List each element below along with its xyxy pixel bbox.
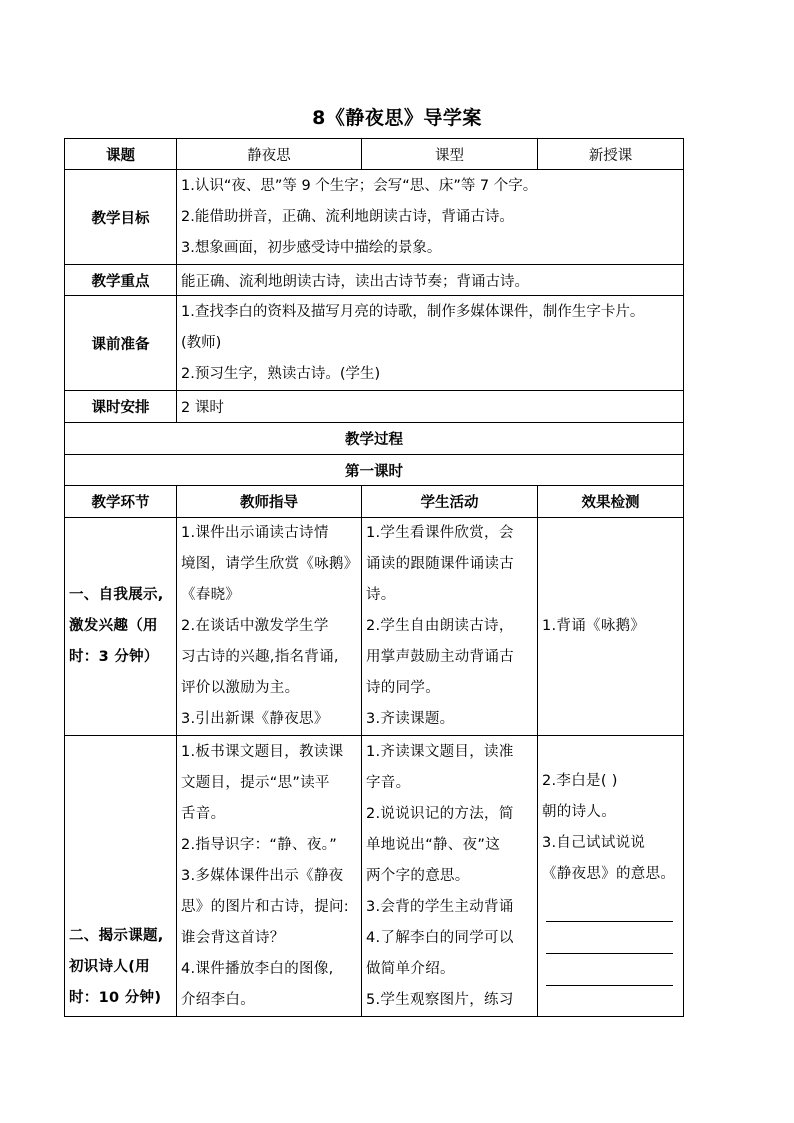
stage-line: 时：10 分钟) bbox=[69, 990, 162, 1006]
student-line: 用掌声鼓励主动背诵古 bbox=[366, 649, 514, 665]
teacher-line: 3.引出新课《静夜思》 bbox=[181, 711, 329, 727]
stage-line: 一、自我展示, bbox=[69, 587, 164, 603]
student-line: 1.齐读课文题目，读准 bbox=[366, 743, 514, 760]
page-title: 8《静夜思》导学案 bbox=[312, 107, 482, 129]
goal-item: 3.想象画面，初步感受诗中描绘的景象。 bbox=[181, 239, 442, 256]
process-title: 教学过程 bbox=[65, 423, 684, 455]
stage-line: 二、揭示课题, bbox=[69, 928, 164, 944]
key-points-row bbox=[65, 265, 684, 296]
teacher-line: 2.在谈话中激发学生学 bbox=[181, 618, 329, 634]
check-cell bbox=[538, 736, 684, 1017]
check-line: 3.自己试试说说 bbox=[542, 835, 646, 851]
preparation-line: 2.预习生字，熟读古诗。(学生) bbox=[181, 365, 381, 382]
student-line: 1.学生看课件欣赏，会 bbox=[366, 525, 514, 541]
check-line: 1.背诵《咏鹅》 bbox=[542, 618, 646, 634]
lesson-plan-table bbox=[64, 138, 684, 1017]
column-header-check: 效果检测 bbox=[538, 486, 684, 518]
student-line: 做简单介绍。 bbox=[366, 960, 455, 977]
column-header-row bbox=[65, 486, 684, 518]
student-line: 诗。 bbox=[366, 587, 396, 603]
column-header-student: 学生活动 bbox=[362, 486, 538, 518]
preparation-line: 1.查找李白的资料及描写月亮的诗歌，制作多媒体课件，制作生字卡片。 bbox=[181, 303, 645, 320]
teacher-line: 谁会背这首诗？ bbox=[181, 929, 285, 946]
subject-value: 静夜思 bbox=[177, 139, 362, 170]
stage-line: 初识诗人(用 bbox=[69, 959, 150, 975]
goal-item: 1.认识“夜、思”等 9 个生字；会写“思、床”等 7 个字。 bbox=[181, 177, 538, 194]
student-cell bbox=[362, 518, 538, 736]
student-line: 5.学生观察图片，练习 bbox=[366, 991, 514, 1008]
student-line: 单地说出“静、夜”这 bbox=[366, 836, 501, 853]
teacher-line: 介绍李白。 bbox=[181, 991, 255, 1008]
teacher-line: 习古诗的兴趣,指名背诵, bbox=[181, 649, 339, 665]
preparation-content bbox=[177, 296, 684, 391]
answer-blank-line[interactable] bbox=[546, 938, 673, 954]
header-row bbox=[65, 139, 684, 170]
teacher-cell bbox=[177, 518, 362, 736]
key-points-label: 教学重点 bbox=[65, 265, 177, 296]
teacher-line: 《春晓》 bbox=[181, 587, 241, 603]
type-label: 课型 bbox=[362, 139, 538, 170]
stage-line: 激发兴趣（用 bbox=[69, 618, 158, 634]
schedule-text: 2 课时 bbox=[177, 391, 684, 423]
student-line: 2.说说识记的方法，简 bbox=[366, 805, 514, 822]
teacher-line: 评价以激励为主。 bbox=[181, 680, 300, 696]
teacher-line: 3.多媒体课件出示《静夜 bbox=[181, 867, 344, 884]
lesson-title: 第一课时 bbox=[65, 455, 684, 486]
process-row-1 bbox=[65, 518, 684, 736]
check-line: 朝的诗人。 bbox=[542, 804, 616, 820]
column-header-teacher: 教师指导 bbox=[177, 486, 362, 518]
student-line: 诗的同学。 bbox=[366, 680, 440, 696]
student-line: 诵读的跟随课件诵读古 bbox=[366, 556, 514, 572]
key-points-text: 能正确、流利地朗读古诗，读出古诗节奏；背诵古诗。 bbox=[177, 265, 684, 296]
answer-blank-line[interactable] bbox=[546, 970, 673, 986]
teacher-line: 思》的图片和古诗，提问: bbox=[181, 898, 349, 915]
stage-cell bbox=[65, 518, 177, 736]
teacher-line: 1.板书课文题目，教读课 bbox=[181, 743, 344, 760]
check-cell bbox=[538, 518, 684, 736]
goals-content bbox=[177, 170, 684, 265]
subject-label: 课题 bbox=[65, 139, 177, 170]
teacher-line: 4.课件播放李白的图像, bbox=[181, 960, 334, 977]
schedule-row bbox=[65, 391, 684, 423]
process-row-2 bbox=[65, 736, 684, 1017]
lesson-title-row bbox=[65, 455, 684, 486]
teacher-line: 2.指导识字：“静、夜。” bbox=[181, 836, 338, 853]
preparation-row bbox=[65, 296, 684, 391]
teacher-cell bbox=[177, 736, 362, 1017]
check-line: 2.李白是( ) bbox=[542, 773, 618, 789]
schedule-label: 课时安排 bbox=[65, 391, 177, 423]
goal-item: 2.能借助拼音，正确、流利地朗读古诗，背诵古诗。 bbox=[181, 208, 514, 225]
process-title-row bbox=[65, 423, 684, 455]
student-line: 3.会背的学生主动背诵 bbox=[366, 898, 514, 915]
student-line: 两个字的意思。 bbox=[366, 867, 470, 884]
teacher-line: 文题目，提示“思”读平 bbox=[181, 774, 330, 791]
stage-line: 时：3 分钟） bbox=[69, 649, 159, 665]
check-line: 《静夜思》的意思。 bbox=[542, 866, 676, 882]
preparation-label: 课前准备 bbox=[65, 296, 177, 391]
student-cell bbox=[362, 736, 538, 1017]
preparation-line: (教师) bbox=[181, 334, 222, 351]
goals-label: 教学目标 bbox=[65, 170, 177, 265]
student-line: 4.了解李白的同学可以 bbox=[366, 929, 514, 946]
answer-blank-line[interactable] bbox=[546, 906, 673, 922]
teacher-line: 1.课件出示诵读古诗情 bbox=[181, 525, 329, 541]
stage-cell bbox=[65, 736, 177, 1017]
teacher-line: 境图，请学生欣赏《咏鹅》 bbox=[181, 556, 359, 572]
student-line: 3.齐读课题。 bbox=[366, 711, 455, 727]
student-line: 字音。 bbox=[366, 774, 411, 791]
goals-row bbox=[65, 170, 684, 265]
teacher-line: 舌音。 bbox=[181, 805, 226, 822]
student-line: 2.学生自由朗读古诗， bbox=[366, 618, 514, 634]
type-value: 新授课 bbox=[538, 139, 684, 170]
column-header-stage: 教学环节 bbox=[65, 486, 177, 518]
